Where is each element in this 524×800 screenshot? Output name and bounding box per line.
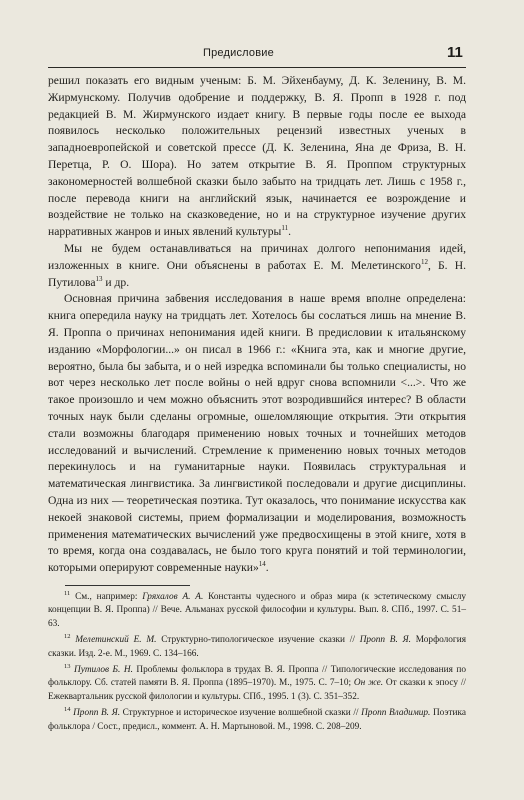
text-run: решил показать его видным ученым: Б. М. Эйхенбауму, Д. К. Зеленину, В. М. Жирмунскому. Получив одобрение и поддержку, В. Я. Пропп в 1928 г. под редакцией В. М. Жирмунского издает книгу. В первые годы после ее выхода появилось несколько положительных рецензий известных ученых в западноевропейской и советской прессе (Д. К. Зеленина, Яна де Фриза, В. Н. Перетца, Р. О. Шора). Но затем открытие В. Я. Проппом структурных закономерностей волшебной сказки было забыто на тридцать лет. Лишь с 1958 г., после перевода книги на английский язык, начинается ее возрождение и воздействие не только на сказковедение, но и на структурное изучение других нарративных жанров и иных явлений культуры <box>48 74 466 239</box>
footnote <box>48 664 466 704</box>
author-name: Гряхалов А. А. <box>142 592 204 602</box>
body-paragraph <box>48 291 466 577</box>
text-run: . <box>288 225 291 239</box>
author-name: Путилов Б. Н. <box>74 665 133 676</box>
author-name: Он же. <box>353 678 384 689</box>
body-text <box>48 73 466 577</box>
footnote-ref: 14 <box>64 706 71 714</box>
text-run: Морфология сказки. Изд. 2-е. М., 1969. С. 134–166. <box>48 635 466 659</box>
author-name: Пропп В. Я. <box>73 708 121 719</box>
body-paragraph <box>48 241 466 291</box>
author-name: Пропп В. Я. <box>359 635 411 646</box>
footnote-ref: 13 <box>64 662 71 670</box>
text-run: Структурно-типологическое изучение сказки // <box>156 635 360 646</box>
header-rule <box>48 67 466 68</box>
text-run: См., например: <box>70 592 143 602</box>
text-run: . <box>265 561 269 575</box>
footnote <box>48 707 466 734</box>
footnote <box>48 634 466 661</box>
text-run: Структурное и историческое изучение волшебной сказки // <box>120 708 362 719</box>
text-run: Проблемы фольклора в трудах В. Я. Проппа // Типологические исследования по фольклору. Сб. статей памяти В. Я. Проппа (1895–1970). М., 1975. С. 7–10; <box>48 665 466 689</box>
text-run: Основная причина забвения исследования в наше время вполне определена: книга опередила науку на тридцать лет. Хотелось бы сослаться лишь на мнение В. Я. Проппа о причинах непонимания идей книги. В предисловии к итальянскому изданию «Морфологии...» он писал в 1966 г.: «Книга эта, как и многие другие, вероятно, была бы забыта, и о ней изредка вспоминали бы только специалисты, но вот через несколько лет после войны о ней вдруг снова вспомнили <...>. Что же такое произошло и чем можно объяснить этот возродившийся интерес? В области точных наук были сделаны огромные, ошеломляющие открытия. Эти открытия стали возможны благодаря применению новых точных и точнейших методов исследований и вычислений. Стремление к применению новых точных методов перекинулось и на гуманитарные науки. Появилась структуральная и математическая лингвистика. За лингвистикой последовали и другие дисциплины. Одна из них — теоретическая поэтика. Тут оказалось, что понимание искусства как некоей знаковой системы, прием формализации и моделирования, возможность применения математических вычислений уже предвосхищены в этой книге, хотя в то время, когда она создавалась, не было того круга понятий и той терминологии, которыми оперируют современные науки» <box>48 292 466 575</box>
text-run: Константы чудесного и образ мира (к эстетическому смыслу концепции В. Я. Проппа) // Вече. Альманах русской философии и культуры. Вып. 8. СПб., 1997. С. 51–63. <box>48 592 466 629</box>
footnote-rule <box>65 585 190 586</box>
footnote-ref: 14 <box>258 560 266 569</box>
running-header-title: Предисловие <box>203 47 274 59</box>
footnote-ref: 11 <box>64 589 71 597</box>
footnote-ref: 13 <box>95 274 103 283</box>
footnote-ref: 12 <box>420 257 428 266</box>
text-run: Мы не будем останавливаться на причинах долгого непонимания идей, изложенных в книге. Они объяснены в работах Е. М. Мелетинского <box>48 241 466 272</box>
text-run: От сказки к эпосу // Ежеквартальник русской филологии и культуры. СПб., 1995. 1 (3). С. 351–352. <box>48 678 466 702</box>
text-run: и др. <box>102 275 130 289</box>
footnote-ref: 12 <box>64 633 71 641</box>
text-run: , Б. Н. Путилова <box>48 258 466 289</box>
footnotes <box>48 591 466 737</box>
footnote-ref: 11 <box>281 224 289 233</box>
author-name: Мелетинский Е. М. <box>75 635 157 646</box>
footnote <box>48 591 466 631</box>
text-run: Поэтика фольклора / Сост., предисл., коммент. А. Н. Мартыновой. М., 1998. С. 208–209. <box>48 708 466 732</box>
author-name: Пропп Владимир. <box>361 708 431 719</box>
page-number: 11 <box>447 44 463 61</box>
body-paragraph <box>48 73 466 241</box>
